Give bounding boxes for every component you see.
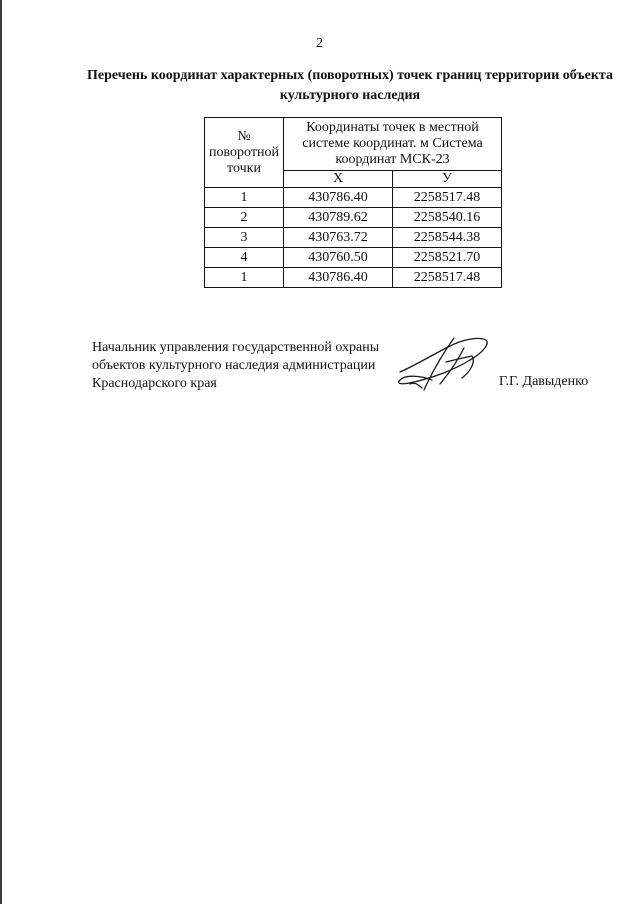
coordinates-table (204, 117, 502, 288)
point-number: 3 (205, 228, 284, 248)
page-left-edge (0, 0, 2, 904)
coord-x: 430786.40 (284, 188, 393, 208)
signer-name: Г.Г. Давыденко (499, 374, 589, 389)
coord-y: 2258517.48 (393, 188, 502, 208)
table-row (205, 188, 502, 208)
page-number: 2 (316, 36, 323, 51)
document-title: Перечень координат характерных (поворотных) точек границ территории объекта культурного наследия (87, 68, 613, 103)
coord-x: 430786.40 (284, 268, 393, 288)
table-row (205, 208, 502, 228)
coord-x: 430760.50 (284, 248, 393, 268)
coord-y: 2258517.48 (393, 268, 502, 288)
handwritten-signature (392, 332, 492, 396)
coord-x: 430789.62 (284, 208, 393, 228)
table-row (205, 268, 502, 288)
table-row (205, 228, 502, 248)
point-number: 1 (205, 268, 284, 288)
point-number: 4 (205, 248, 284, 268)
header-y: У (393, 171, 502, 188)
coord-y: 2258521.70 (393, 248, 502, 268)
coord-y: 2258544.38 (393, 228, 502, 248)
header-x: X (284, 171, 393, 188)
signer-position: Начальник управления государственной охраны объектов культурного наследия администрации Краснодарского края (92, 340, 380, 391)
point-number: 1 (205, 188, 284, 208)
header-coordinate-system: Координаты точек в местной системе координат. м Система координат МСК-23 (284, 118, 502, 171)
header-point-number: № поворотной точки (205, 118, 284, 188)
table-row (205, 248, 502, 268)
coord-y: 2258540.16 (393, 208, 502, 228)
coord-x: 430763.72 (284, 228, 393, 248)
point-number: 2 (205, 208, 284, 228)
